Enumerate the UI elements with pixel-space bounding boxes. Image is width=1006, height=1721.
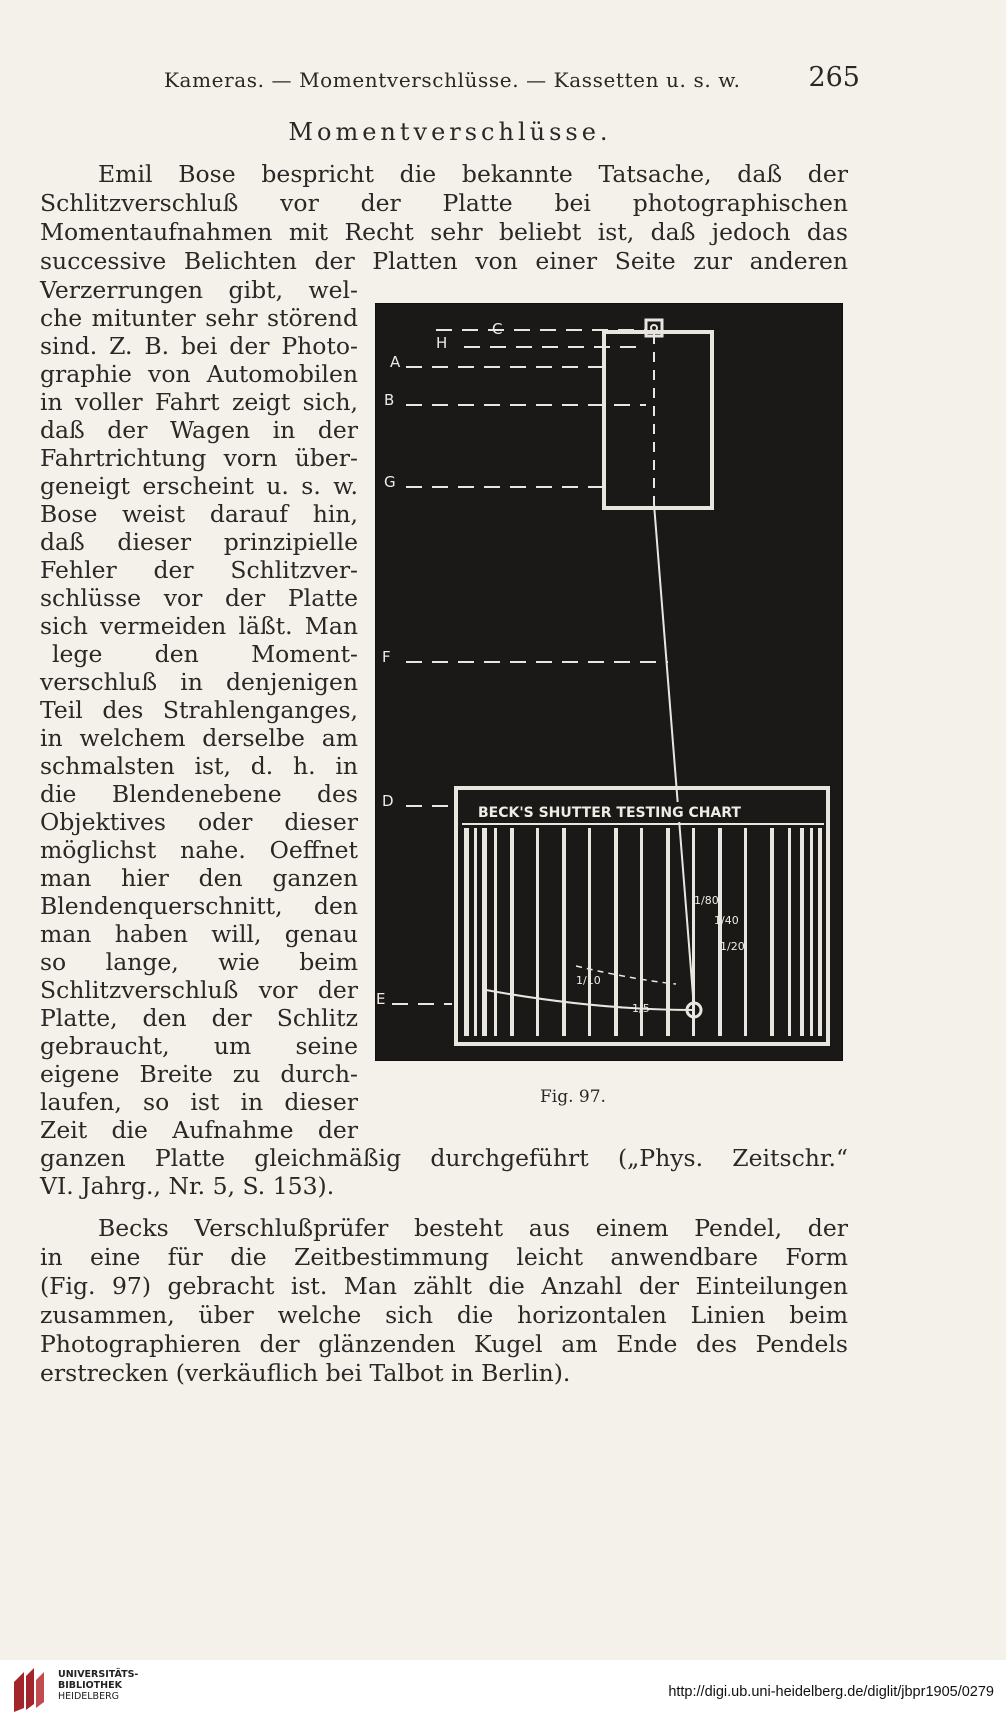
text-line: laufen, so ist in dieser [40, 1088, 358, 1116]
text-line: geneigt erscheint u. s. w. [40, 472, 358, 500]
marker-a: A [390, 353, 401, 371]
text-line: Becks Verschlußprüfer besteht aus einem Pendel, der [98, 1214, 848, 1242]
text-line: Schlitzverschluß vor der [40, 976, 358, 1004]
text-line: Verzerrungen gibt, wel- [40, 276, 358, 304]
text-line: in welchem derselbe am [40, 724, 358, 752]
plate-outline [604, 332, 712, 508]
shutter-testing-figure [376, 304, 842, 1060]
text-line: möglichst nahe. Oeffnet [40, 836, 358, 864]
text-line: man hier den ganzen [40, 864, 358, 892]
text-line: successive Belichten der Platten von einer Seite zur anderen [40, 247, 848, 275]
marker-b: B [384, 391, 395, 409]
text-line: Objektives oder dieser [40, 808, 358, 836]
text-line: gebraucht, um seine [40, 1032, 358, 1060]
marker-g: G [384, 473, 396, 491]
text-line: schmalsten ist, d. h. in [40, 752, 358, 780]
running-header [40, 62, 860, 98]
scale-label: 1/10 [576, 974, 601, 987]
text-line: VI. Jahrg., Nr. 5, S. 153). [40, 1172, 335, 1200]
text-line: lege den Moment- [52, 640, 358, 668]
text-line: die Blendenebene des [40, 780, 358, 808]
text-line: in voller Fahrt zeigt sich, [40, 388, 358, 416]
text-line: sind. Z. B. bei der Photo- [40, 332, 358, 360]
text-line: Fahrtrichtung vorn über- [40, 444, 358, 472]
library-name: UNIVERSITÄTS- BIBLIOTHEK HEIDELBERG [58, 1669, 139, 1702]
text-line: ganzen Platte gleichmäßig durchgeführt („Phys. Zeitschr.“ [40, 1144, 848, 1172]
text-line: Fehler der Schlitzver- [40, 556, 358, 584]
text-line: sich vermeiden läßt. Man [40, 612, 358, 640]
page-number: 265 [808, 62, 860, 93]
text-line: (Fig. 97) gebracht ist. Man zählt die Anzahl der Einteilungen [40, 1272, 848, 1300]
marker-c: C [492, 320, 503, 338]
text-line: Schlitzverschluß vor der Platte bei photographischen [40, 189, 848, 217]
text-line: erstrecken (verkäuflich bei Talbot in Berlin). [40, 1359, 571, 1387]
digitization-footer [0, 1660, 1006, 1721]
library-logo-icon [10, 1664, 54, 1716]
text-line: schlüsse vor der Platte [40, 584, 358, 612]
text-line: verschluß in denjenigen [40, 668, 358, 696]
text-line: in eine für die Zeitbestimmung leicht anwendbare Form [40, 1243, 848, 1271]
text-line: Momentaufnahmen mit Recht sehr beliebt ist, daß jedoch das [40, 218, 848, 246]
text-line: che mitunter sehr störend [40, 304, 358, 332]
scale-label: 1/80 [694, 894, 719, 907]
text-line: daß dieser prinzipielle [40, 528, 358, 556]
running-title: Kameras. — Momentverschlüsse. — Kassetten u. s. w. [164, 68, 741, 92]
slit-dot [651, 325, 657, 331]
scale-label: 1/5 [632, 1002, 650, 1015]
text-line: Zeit die Aufnahme der [40, 1116, 358, 1144]
text-line: Bose weist darauf hin, [40, 500, 358, 528]
text-line: zusammen, über welche sich die horizontalen Linien beim [40, 1301, 848, 1329]
scale-label: 1/20 [720, 940, 745, 953]
marker-h: H [436, 334, 448, 352]
figure-caption: Fig. 97. [540, 1087, 606, 1107]
text-line: so lange, wie beim [40, 948, 358, 976]
marker-f: F [382, 648, 391, 666]
source-url[interactable]: http://digi.ub.uni-heidelberg.de/diglit/jbpr1905/0279 [668, 1684, 994, 1700]
marker-d: D [382, 792, 394, 810]
text-line: Emil Bose bespricht die bekannte Tatsache, daß der [98, 160, 848, 188]
marker-e: E [376, 990, 386, 1008]
text-line: graphie von Automobilen [40, 360, 358, 388]
text-line: Platte, den der Schlitz [40, 1004, 358, 1032]
text-line: Blendenquerschnitt, den [40, 892, 358, 920]
section-title: Momentverschlüsse. [288, 118, 612, 146]
text-line: Photographieren der glänzenden Kugel am Ende des Pendels [40, 1330, 848, 1358]
scale-label: 1/40 [714, 914, 739, 927]
text-line: man haben will, genau [40, 920, 358, 948]
text-line: Teil des Strahlenganges, [40, 696, 358, 724]
text-line: eigene Breite zu durch- [40, 1060, 358, 1088]
text-line: daß der Wagen in der [40, 416, 358, 444]
shutter-chart-illustration [376, 304, 842, 1060]
chart-title: BECK'S SHUTTER TESTING CHART [478, 805, 741, 821]
